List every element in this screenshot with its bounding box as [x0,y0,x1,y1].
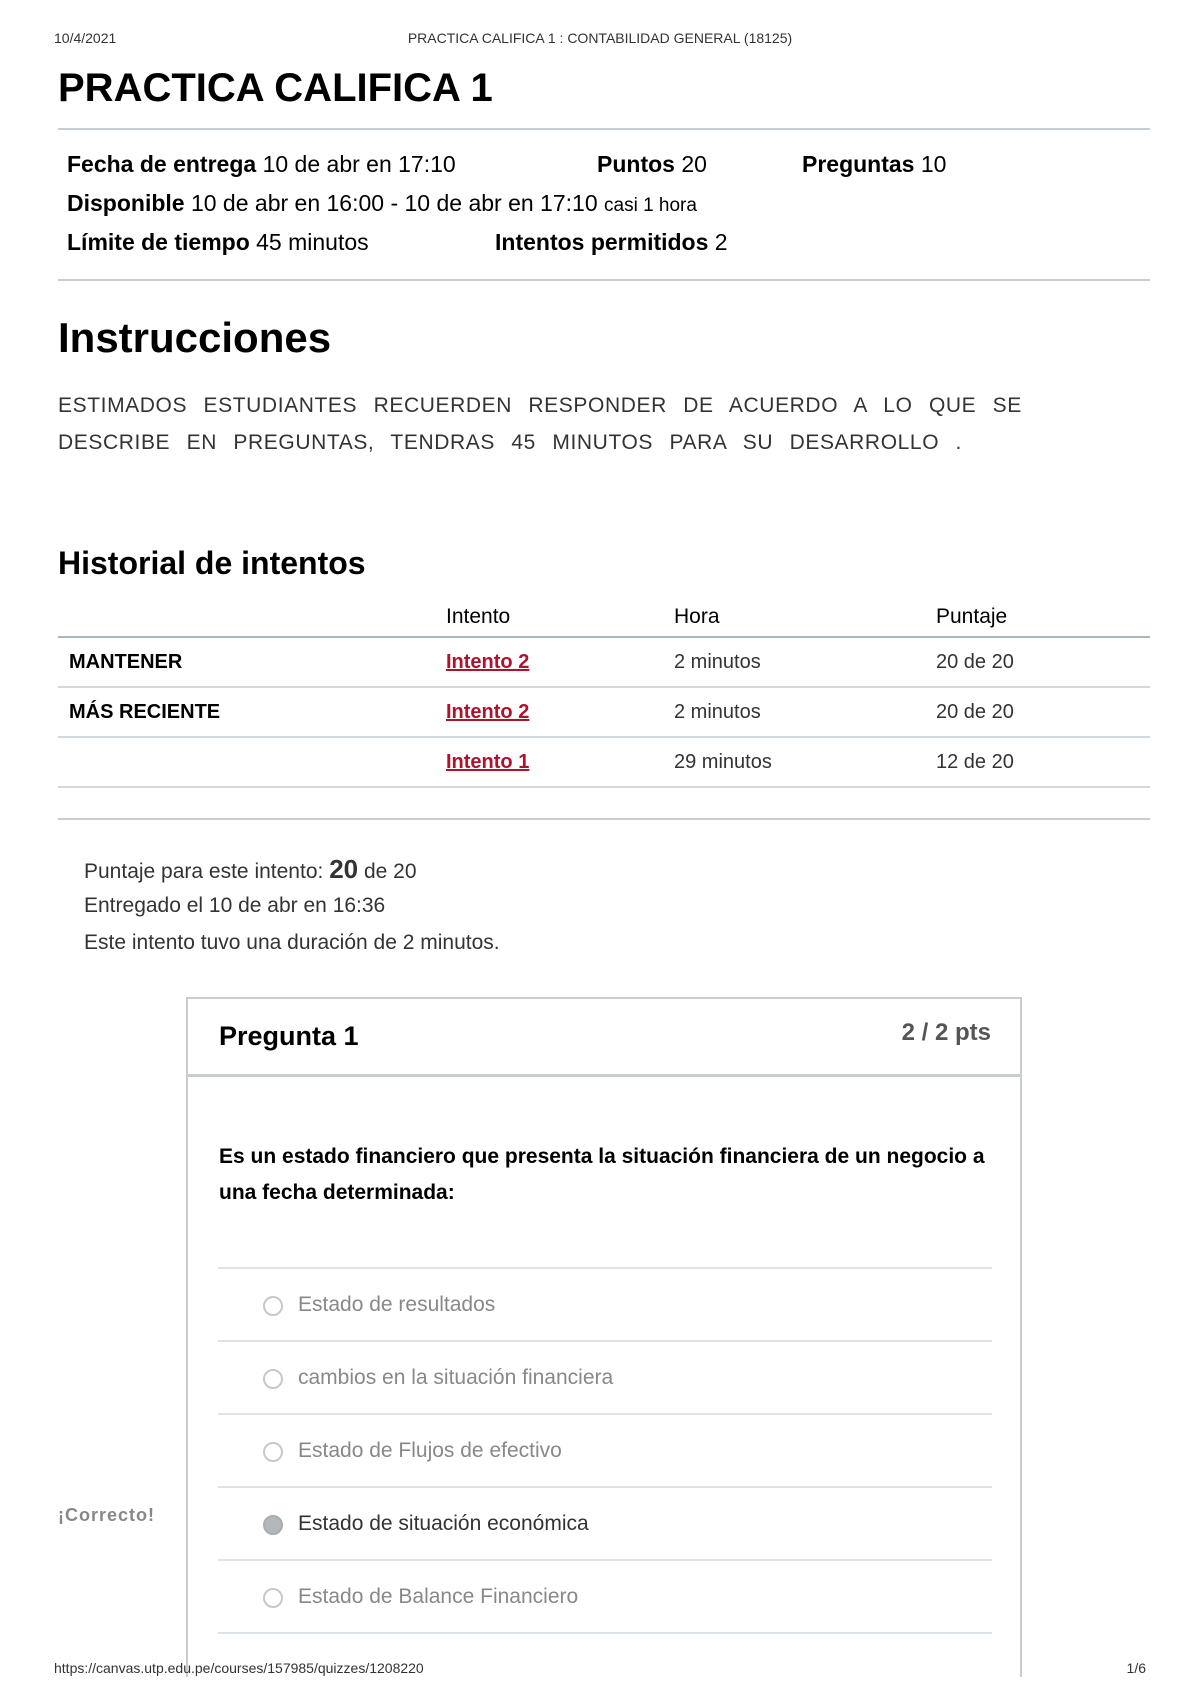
divider [58,818,1150,820]
answer-text: Estado de Balance Financiero [298,1585,579,1608]
questions-value: 10 [920,151,947,177]
attempt-history-title: Historial de intentos [58,545,366,581]
quiz-content [58,62,1150,963]
details-line-3 [67,224,1141,263]
score-value: 20 [329,854,359,884]
print-date: 10/4/2021 [54,30,117,46]
due-date-label: Fecha de entrega [67,151,257,177]
quiz-details [58,130,1150,279]
score-prefix: Puntaje para este intento: [84,860,324,883]
attempt-score: 20 de 20 [925,637,1150,687]
attempt-time: 29 minutos [663,737,925,787]
attempt-time: 2 minutos [663,687,925,737]
radio-button-icon[interactable] [263,1296,283,1316]
answer-text: Estado de resultados [298,1293,496,1316]
table-row [58,637,1150,687]
answer-text: Estado de Flujos de efectivo [298,1439,562,1462]
questions-label: Preguntas [802,151,915,177]
attempt-score-line [84,852,1150,889]
row-label [58,737,435,787]
radio-button-icon[interactable] [263,1442,283,1462]
time-limit-value: 45 minutos [256,229,369,255]
attempt-link[interactable]: Intento 2 [446,700,530,723]
table-header-row [58,597,1150,637]
instructions-title: Instrucciones [58,314,332,361]
available-value: 10 de abr en 16:00 - 10 de abr en 17:10 [190,190,598,216]
answer-option-selected[interactable] [218,1488,992,1561]
row-label: MÁS RECIENTE [58,687,435,737]
details-line-2 [67,185,1141,224]
attempt-time: 2 minutos [663,637,925,687]
question-text: Es un estado financiero que presenta la situación financiera de un negocio a una fecha determinada: [219,1145,985,1204]
score-suffix: de 20 [363,860,417,883]
radio-button-selected-icon[interactable] [263,1515,283,1535]
question-card [186,997,1022,1677]
column-header-score: Puntaje [925,597,1150,637]
points-label: Puntos [597,151,675,177]
due-date-value: 10 de abr en 17:10 [262,151,456,177]
answer-list [218,1267,992,1634]
answer-option[interactable] [218,1269,992,1342]
attempts-allowed-label: Intentos permitidos [495,229,709,255]
row-label: MANTENER [58,637,435,687]
attempt-history-table [58,597,1150,788]
question-name: Pregunta 1 [219,1021,359,1051]
attempt-score: 20 de 20 [925,687,1150,737]
page-number: 1/6 [1126,1660,1146,1676]
column-header-attempt: Intento [435,597,663,637]
attempt-summary [58,852,1150,963]
submitted-line: Entregado el 10 de abr en 16:36 [84,894,386,917]
answer-text: cambios en la situación financiera [298,1366,614,1389]
radio-button-icon[interactable] [263,1369,283,1389]
column-header-time: Hora [663,597,925,637]
page-title: PRACTICA CALIFICA 1 [58,66,493,110]
attempt-link[interactable]: Intento 1 [446,750,530,773]
table-row [58,687,1150,737]
answer-option[interactable] [218,1561,992,1634]
print-url: https://canvas.utp.edu.pe/courses/157985/quizzes/1208220 [54,1660,424,1676]
print-footer [54,1660,1146,1680]
instructions-text: ESTIMADOS ESTUDIANTES RECUERDEN RESPONDER DE ACUERDO A LO QUE SE DESCRIBE EN PREGUNTAS, TENDRAS 45 MINUTOS PARA SU DESARROLLO . [58,394,1022,454]
attempt-link[interactable]: Intento 2 [446,650,530,673]
radio-button-icon[interactable] [263,1588,283,1608]
duration-line: Este intento tuvo una duración de 2 minutos. [84,931,500,954]
column-header-blank [58,597,435,637]
time-limit-label: Límite de tiempo [67,229,250,255]
points-value: 20 [681,151,707,177]
attempts-allowed-value: 2 [714,229,728,255]
question-header [188,999,1020,1077]
question-points: 2 / 2 pts [901,1019,991,1046]
divider [58,279,1150,281]
answer-text: Estado de situación económica [298,1512,589,1535]
details-line-1 [67,146,1141,185]
attempt-score: 12 de 20 [925,737,1150,787]
print-header [54,30,1146,50]
available-note: casi 1 hora [604,195,697,216]
print-document-title: PRACTICA CALIFICA 1 : CONTABILIDAD GENERAL (18125) [407,30,793,46]
answer-option[interactable] [218,1415,992,1488]
table-row [58,737,1150,787]
answer-option[interactable] [218,1342,992,1415]
correct-answer-flag: ¡Correcto! [58,1505,156,1525]
available-label: Disponible [67,190,185,216]
